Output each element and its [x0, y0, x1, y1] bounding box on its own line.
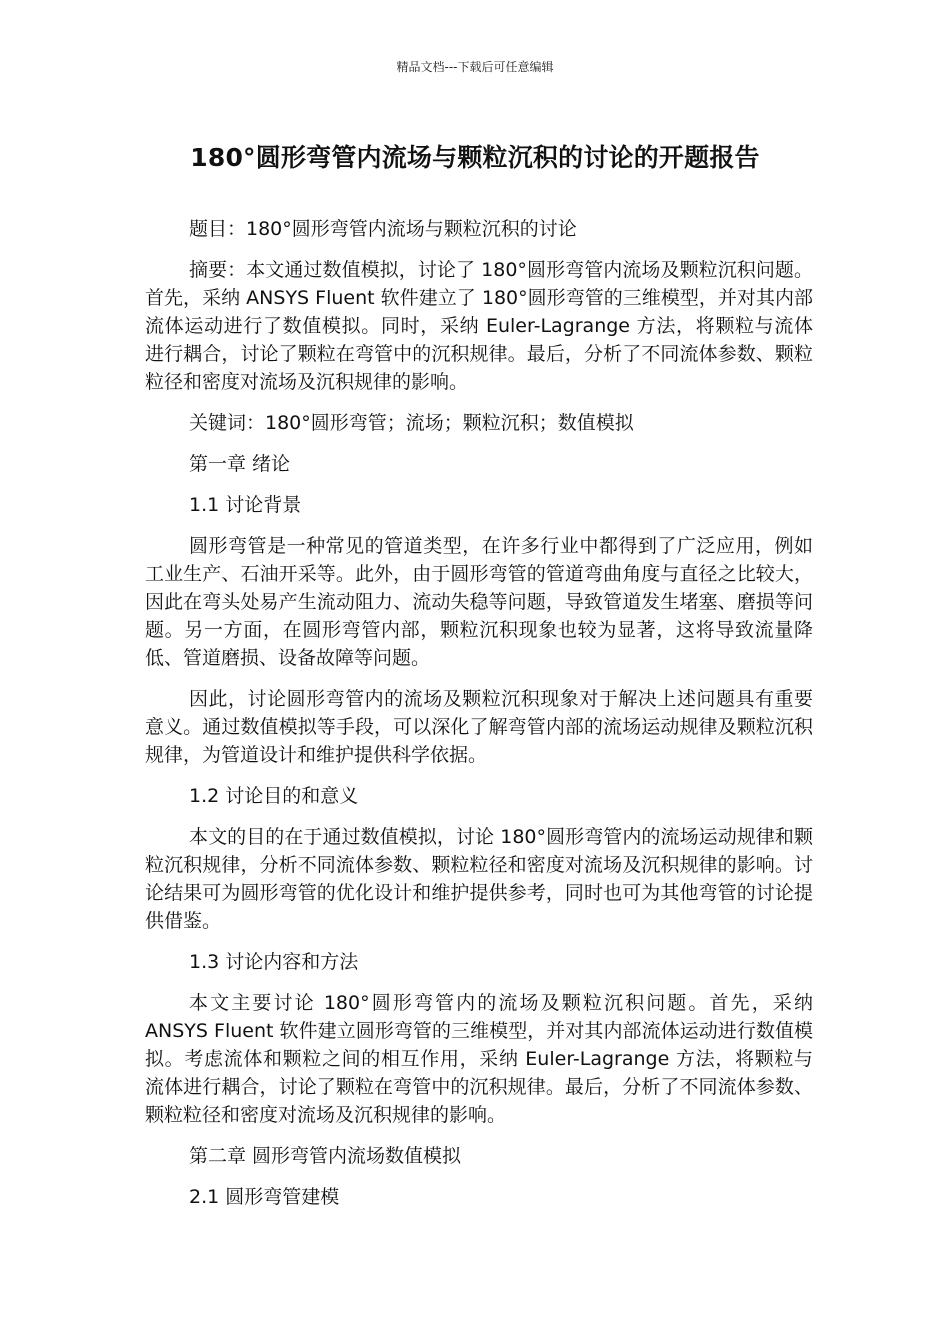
topic-line: 题目：180°圆形弯管内流场与颗粒沉积的讨论: [189, 218, 577, 240]
section-1-2-heading: 1.2 讨论目的和意义: [189, 785, 359, 807]
document-body: [145, 215, 813, 1224]
section-1-1-paragraph-2: 因此，讨论圆形弯管内的流场及颗粒沉积现象对于解决上述问题具有重要意义。通过数值模拟等手段，可以深化了解弯管内部的流场运动规律及颗粒沉积规律，为管道设计和维护提供科学依据。: [145, 688, 813, 766]
section-2-1-heading: 2.1 圆形弯管建模: [189, 1186, 340, 1208]
section-1-3-heading: 1.3 讨论内容和方法: [189, 951, 359, 973]
section-1-2-paragraph: 本文的目的在于通过数值模拟，讨论 180°圆形弯管内的流场运动规律和颗粒沉积规律，分析不同流体参数、颗粒粒径和密度对流场及沉积规律的影响。讨论结果可为圆形弯管的优化设计和维护提供参考，同时也可为其他弯管的讨论提供借鉴。: [145, 826, 813, 932]
header-note: 精品文档---下载后可任意编辑: [396, 60, 554, 74]
section-1-3-paragraph: 本文主要讨论 180°圆形弯管内的流场及颗粒沉积问题。首先，采纳 ANSYS Fluent 软件建立圆形弯管的三维模型，并对其内部流体运动进行数值模拟。考虑流体和颗粒之间的相互作用，采纳 Euler-Lagrange 方法，将颗粒与流体进行耦合，讨论了颗粒在弯管中的沉积规律。最后，分析了不同流体参数、颗粒粒径和密度对流场及沉积规律的影响。: [145, 992, 813, 1126]
document-title: 180°圆形弯管内流场与颗粒沉积的讨论的开题报告: [190, 143, 760, 172]
chapter-2-heading: 第二章 圆形弯管内流场数值模拟: [189, 1145, 462, 1167]
chapter-1-heading: 第一章 绪论: [189, 453, 291, 475]
section-1-1-heading: 1.1 讨论背景: [189, 494, 302, 516]
keywords-line: 关键词：180°圆形弯管；流场；颗粒沉积；数值模拟: [189, 412, 634, 434]
section-1-1-paragraph-1: 圆形弯管是一种常见的管道类型，在许多行业中都得到了广泛应用，例如工业生产、石油开采等。此外，由于圆形弯管的管道弯曲角度与直径之比较大，因此在弯头处易产生流动阻力、流动失稳等问题，导致管道发生堵塞、磨损等问题。另一方面，在圆形弯管内部，颗粒沉积现象也较为显著，这将导致流量降低、管道磨损、设备故障等问题。: [145, 535, 813, 669]
abstract-paragraph: 摘要：本文通过数值模拟，讨论了 180°圆形弯管内流场及颗粒沉积问题。首先，采纳 ANSYS Fluent 软件建立了 180°圆形弯管的三维模型，并对其内部流体运动进行了数值模拟。同时，采纳 Euler-Lagrange 方法，将颗粒与流体进行耦合，讨论了颗粒在弯管中的沉积规律。最后，分析了不同流体参数、颗粒粒径和密度对流场及沉积规律的影响。: [145, 259, 813, 393]
